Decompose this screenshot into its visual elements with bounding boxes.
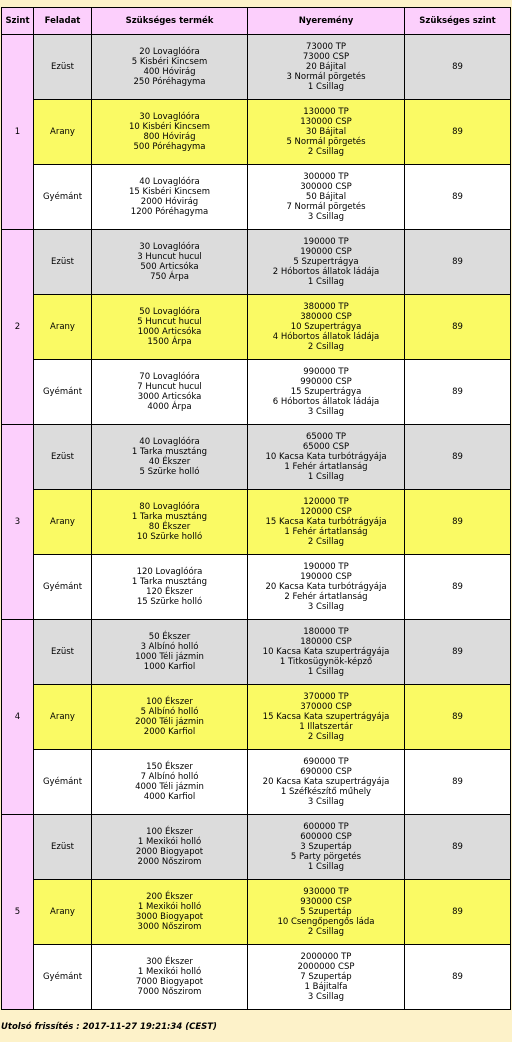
task-tier: Ezüst — [34, 35, 92, 100]
table-row — [2, 295, 511, 360]
reward-line: 7 Normál pörgetés — [286, 202, 366, 212]
table-row — [2, 945, 511, 1010]
reward-line: 2000000 TP — [300, 952, 352, 962]
required-products — [92, 620, 248, 685]
reward-line: 10 Csengőpengős láda — [277, 917, 375, 927]
required-product-line: 1200 Póréhagyma — [130, 207, 209, 217]
reward-line: 2000000 CSP — [297, 962, 355, 972]
reward-line: 50 Bájital — [305, 192, 347, 202]
required-product-line: 3000 Biogyapot — [135, 912, 204, 922]
table-row — [2, 490, 511, 555]
table-row — [2, 685, 511, 750]
rewards — [248, 425, 405, 490]
required-level: 89 — [405, 165, 511, 230]
table-row — [2, 880, 511, 945]
reward-line: 120000 TP — [303, 497, 349, 507]
required-product-line: 7000 Nőszirom — [137, 987, 202, 997]
required-product-line: 2000 Biogyapot — [135, 847, 204, 857]
header-szint: Szint — [2, 8, 34, 35]
reward-line: 5 Normál pörgetés — [286, 137, 366, 147]
required-product-line: 7 Huncut hucul — [137, 382, 202, 392]
reward-line: 1 Csillag — [307, 82, 345, 92]
required-product-line: 250 Póréhagyma — [133, 77, 206, 87]
rewards — [248, 295, 405, 360]
required-products — [92, 165, 248, 230]
required-level: 89 — [405, 555, 511, 620]
required-product-line: 800 Hóvirág — [143, 132, 196, 142]
reward-line: 130000 TP — [303, 107, 349, 117]
level-number: 3 — [2, 425, 34, 620]
reward-line: 30 Bájital — [305, 127, 347, 137]
reward-line: 1 Illatszertár — [299, 722, 353, 732]
task-tier: Ezüst — [34, 620, 92, 685]
required-level: 89 — [405, 945, 511, 1010]
required-product-line: 50 Lovaglóóra — [139, 307, 200, 317]
required-product-line: 15 Kisbéri Kincsem — [129, 187, 210, 197]
reward-line: 300000 CSP — [300, 182, 352, 192]
reward-line: 5 Party pörgetés — [290, 852, 362, 862]
reward-line: 2 Csillag — [307, 927, 345, 937]
reward-line: 300000 TP — [303, 172, 349, 182]
task-tier: Gyémánt — [34, 945, 92, 1010]
reward-line: 930000 CSP — [300, 897, 352, 907]
rewards — [248, 230, 405, 295]
required-product-line: 500 Póréhagyma — [133, 142, 206, 152]
required-product-line: 7000 Biogyapot — [135, 977, 204, 987]
reward-line: 120000 CSP — [300, 507, 352, 517]
task-tier: Arany — [34, 685, 92, 750]
rewards — [248, 555, 405, 620]
reward-line: 1 Csillag — [307, 472, 345, 482]
required-products — [92, 685, 248, 750]
reward-line: 1 Csillag — [307, 277, 345, 287]
required-product-line: 4000 Téli jázmin — [135, 782, 204, 792]
required-product-line: 20 Lovaglóóra — [139, 47, 200, 57]
reward-line: 1 Csillag — [307, 862, 345, 872]
required-product-line: 150 Ékszer — [146, 762, 193, 772]
reward-line: 380000 CSP — [300, 312, 352, 322]
required-product-line: 200 Ékszer — [146, 892, 193, 902]
reward-line: 1 Széfkészítő műhely — [280, 787, 372, 797]
required-products — [92, 880, 248, 945]
reward-line: 180000 TP — [303, 627, 349, 637]
reward-line: 370000 TP — [303, 692, 349, 702]
level-number: 5 — [2, 815, 34, 1010]
rewards — [248, 750, 405, 815]
reward-line: 990000 TP — [303, 367, 349, 377]
task-tier: Gyémánt — [34, 555, 92, 620]
reward-line: 1 Fehér ártatlanság — [284, 527, 368, 537]
table-body — [2, 35, 511, 1010]
required-product-line: 15 Szürke holló — [136, 597, 203, 607]
rewards — [248, 35, 405, 100]
task-tier: Arany — [34, 295, 92, 360]
required-product-line: 40 Ékszer — [148, 457, 191, 467]
required-level: 89 — [405, 230, 511, 295]
required-product-line: 1000 Articsóka — [137, 327, 202, 337]
reward-line: 130000 CSP — [300, 117, 352, 127]
rewards — [248, 880, 405, 945]
task-tier: Gyémánt — [34, 360, 92, 425]
required-level: 89 — [405, 685, 511, 750]
table-row — [2, 750, 511, 815]
reward-line: 3 Normál pörgetés — [286, 72, 366, 82]
required-product-line: 4000 Karfiol — [143, 792, 196, 802]
required-level: 89 — [405, 100, 511, 165]
table-row — [2, 360, 511, 425]
reward-line: 10 Kacsa Kata turbótrágyája — [265, 452, 387, 462]
required-product-line: 80 Lovaglóóra — [139, 502, 200, 512]
reward-line: 3 Csillag — [307, 797, 345, 807]
reward-line: 2 Csillag — [307, 147, 345, 157]
required-product-line: 1 Tarka musztáng — [131, 447, 208, 457]
reward-line: 2 Fehér ártatlanság — [284, 592, 368, 602]
rewards — [248, 945, 405, 1010]
required-product-line: 1 Mexikói holló — [137, 967, 202, 977]
reward-line: 3 Csillag — [307, 407, 345, 417]
task-tier: Arany — [34, 100, 92, 165]
task-tier: Arany — [34, 490, 92, 555]
reward-line: 190000 CSP — [300, 572, 352, 582]
reward-line: 20 Kacsa Kata szupertrágyája — [262, 777, 390, 787]
reward-line: 2 Csillag — [307, 537, 345, 547]
level-number: 2 — [2, 230, 34, 425]
rewards — [248, 620, 405, 685]
reward-line: 65000 CSP — [302, 442, 350, 452]
required-product-line: 10 Kisbéri Kincsem — [129, 122, 210, 132]
required-product-line: 40 Lovaglóóra — [139, 177, 200, 187]
required-products — [92, 295, 248, 360]
level-number: 1 — [2, 35, 34, 230]
table-row — [2, 165, 511, 230]
header-szukseges-termek: Szükséges termék — [92, 8, 248, 35]
reward-line: 10 Kacsa Kata szupertrágyája — [262, 647, 390, 657]
reward-line: 20 Bájital — [305, 62, 347, 72]
required-product-line: 3000 Nőszirom — [137, 922, 202, 932]
required-product-line: 1 Tarka musztáng — [131, 512, 208, 522]
required-product-line: 80 Ékszer — [148, 522, 191, 532]
reward-line: 2 Csillag — [307, 732, 345, 742]
task-tier: Ezüst — [34, 230, 92, 295]
required-product-line: 7 Albínó holló — [140, 772, 199, 782]
reward-line: 5 Szupertáp — [300, 907, 352, 917]
rewards — [248, 685, 405, 750]
reward-line: 690000 TP — [303, 757, 349, 767]
rewards — [248, 360, 405, 425]
required-products — [92, 230, 248, 295]
table-row — [2, 815, 511, 880]
required-products — [92, 750, 248, 815]
required-product-line: 30 Lovaglóóra — [139, 112, 200, 122]
reward-line: 15 Kacsa Kata szupertrágyája — [262, 712, 390, 722]
required-product-line: 120 Lovaglóóra — [136, 567, 203, 577]
reward-line: 15 Kacsa Kata turbótrágyája — [265, 517, 387, 527]
required-level: 89 — [405, 425, 511, 490]
header-nyeremeny: Nyeremény — [248, 8, 405, 35]
reward-line: 2 Hóbortos állatok ládája — [272, 267, 380, 277]
level-number: 4 — [2, 620, 34, 815]
required-level: 89 — [405, 295, 511, 360]
reward-line: 190000 TP — [303, 237, 349, 247]
required-products — [92, 490, 248, 555]
reward-line: 1 Titkosügynök-képző — [279, 657, 373, 667]
required-products — [92, 35, 248, 100]
required-product-line: 400 Hóvirág — [143, 67, 196, 77]
required-products — [92, 815, 248, 880]
reward-line: 5 Szupertrágya — [293, 257, 359, 267]
required-product-line: 1 Mexikói holló — [137, 902, 202, 912]
header-szukseges-szint: Szükséges szint — [405, 8, 511, 35]
reward-line: 180000 CSP — [300, 637, 352, 647]
rewards — [248, 490, 405, 555]
required-level: 89 — [405, 620, 511, 685]
required-product-line: 30 Lovaglóóra — [139, 242, 200, 252]
reward-line: 15 Szupertrágya — [290, 387, 362, 397]
reward-line: 190000 TP — [303, 562, 349, 572]
required-product-line: 4000 Árpa — [147, 402, 192, 412]
required-product-line: 70 Lovaglóóra — [139, 372, 200, 382]
reward-line: 990000 CSP — [300, 377, 352, 387]
reward-line: 190000 CSP — [300, 247, 352, 257]
reward-line: 4 Hóbortos állatok ládája — [272, 332, 380, 342]
reward-line: 73000 CSP — [302, 52, 350, 62]
task-tier: Gyémánt — [34, 750, 92, 815]
rewards — [248, 165, 405, 230]
required-product-line: 5 Szürke holló — [139, 467, 200, 477]
required-product-line: 500 Articsóka — [140, 262, 199, 272]
required-product-line: 40 Lovaglóóra — [139, 437, 200, 447]
required-level: 89 — [405, 880, 511, 945]
reward-line: 3 Csillag — [307, 992, 345, 1002]
required-product-line: 100 Ékszer — [146, 827, 193, 837]
required-products — [92, 100, 248, 165]
reward-line: 65000 TP — [305, 432, 347, 442]
required-product-line: 750 Árpa — [150, 272, 189, 282]
required-product-line: 1500 Árpa — [147, 337, 192, 347]
required-product-line: 1000 Karfiol — [143, 662, 196, 672]
rewards — [248, 815, 405, 880]
required-product-line: 3000 Articsóka — [137, 392, 202, 402]
required-product-line: 1 Tarka musztáng — [131, 577, 208, 587]
required-product-line: 5 Albínó holló — [140, 707, 199, 717]
table-row — [2, 620, 511, 685]
reward-line: 1 Fehér ártatlanság — [284, 462, 368, 472]
reward-line: 7 Szupertáp — [300, 972, 352, 982]
table-row — [2, 230, 511, 295]
task-tier: Gyémánt — [34, 165, 92, 230]
rewards — [248, 100, 405, 165]
task-tier: Arany — [34, 880, 92, 945]
reward-line: 3 Szupertáp — [300, 842, 352, 852]
table-row — [2, 35, 511, 100]
required-product-line: 2000 Téli jázmin — [135, 717, 204, 727]
required-product-line: 3 Albínó holló — [140, 642, 199, 652]
last-updated: Utolsó frissítés : 2017-11-27 19:21:34 (CEST) — [1, 1022, 217, 1032]
required-level: 89 — [405, 815, 511, 880]
reward-line: 73000 TP — [305, 42, 347, 52]
required-product-line: 1000 Téli jázmin — [135, 652, 204, 662]
required-product-line: 2000 Nőszirom — [137, 857, 202, 867]
reward-line: 6 Hóbortos állatok ládája — [272, 397, 380, 407]
table-row — [2, 100, 511, 165]
required-products — [92, 945, 248, 1010]
required-product-line: 2000 Karfiol — [143, 727, 196, 737]
quest-table — [1, 7, 511, 1010]
reward-line: 600000 CSP — [300, 832, 352, 842]
required-products — [92, 360, 248, 425]
required-level: 89 — [405, 750, 511, 815]
required-product-line: 3 Huncut hucul — [137, 252, 202, 262]
required-product-line: 5 Kisbéri Kincsem — [131, 57, 208, 67]
required-product-line: 1 Mexikói holló — [137, 837, 202, 847]
reward-line: 20 Kacsa Kata turbótrágyája — [265, 582, 387, 592]
reward-line: 690000 CSP — [300, 767, 352, 777]
required-products — [92, 555, 248, 620]
required-level: 89 — [405, 360, 511, 425]
reward-line: 3 Csillag — [307, 602, 345, 612]
required-product-line: 10 Szürke holló — [136, 532, 203, 542]
reward-line: 600000 TP — [303, 822, 349, 832]
reward-line: 930000 TP — [303, 887, 349, 897]
reward-line: 3 Csillag — [307, 212, 345, 222]
reward-line: 10 Szupertrágya — [290, 322, 362, 332]
required-level: 89 — [405, 35, 511, 100]
reward-line: 380000 TP — [303, 302, 349, 312]
table-header-row — [2, 8, 511, 35]
required-products — [92, 425, 248, 490]
reward-line: 1 Csillag — [307, 667, 345, 677]
reward-line: 1 Bájitalfa — [304, 982, 348, 992]
task-tier: Ezüst — [34, 815, 92, 880]
reward-line: 370000 CSP — [300, 702, 352, 712]
header-feladat: Feladat — [34, 8, 92, 35]
required-product-line: 100 Ékszer — [146, 697, 193, 707]
required-product-line: 50 Ékszer — [148, 632, 191, 642]
required-product-line: 5 Huncut hucul — [137, 317, 202, 327]
required-product-line: 2000 Hóvirág — [140, 197, 199, 207]
required-level: 89 — [405, 490, 511, 555]
reward-line: 2 Csillag — [307, 342, 345, 352]
table-row — [2, 555, 511, 620]
table-row — [2, 425, 511, 490]
required-product-line: 120 Ékszer — [146, 587, 193, 597]
required-product-line: 300 Ékszer — [146, 957, 193, 967]
task-tier: Ezüst — [34, 425, 92, 490]
